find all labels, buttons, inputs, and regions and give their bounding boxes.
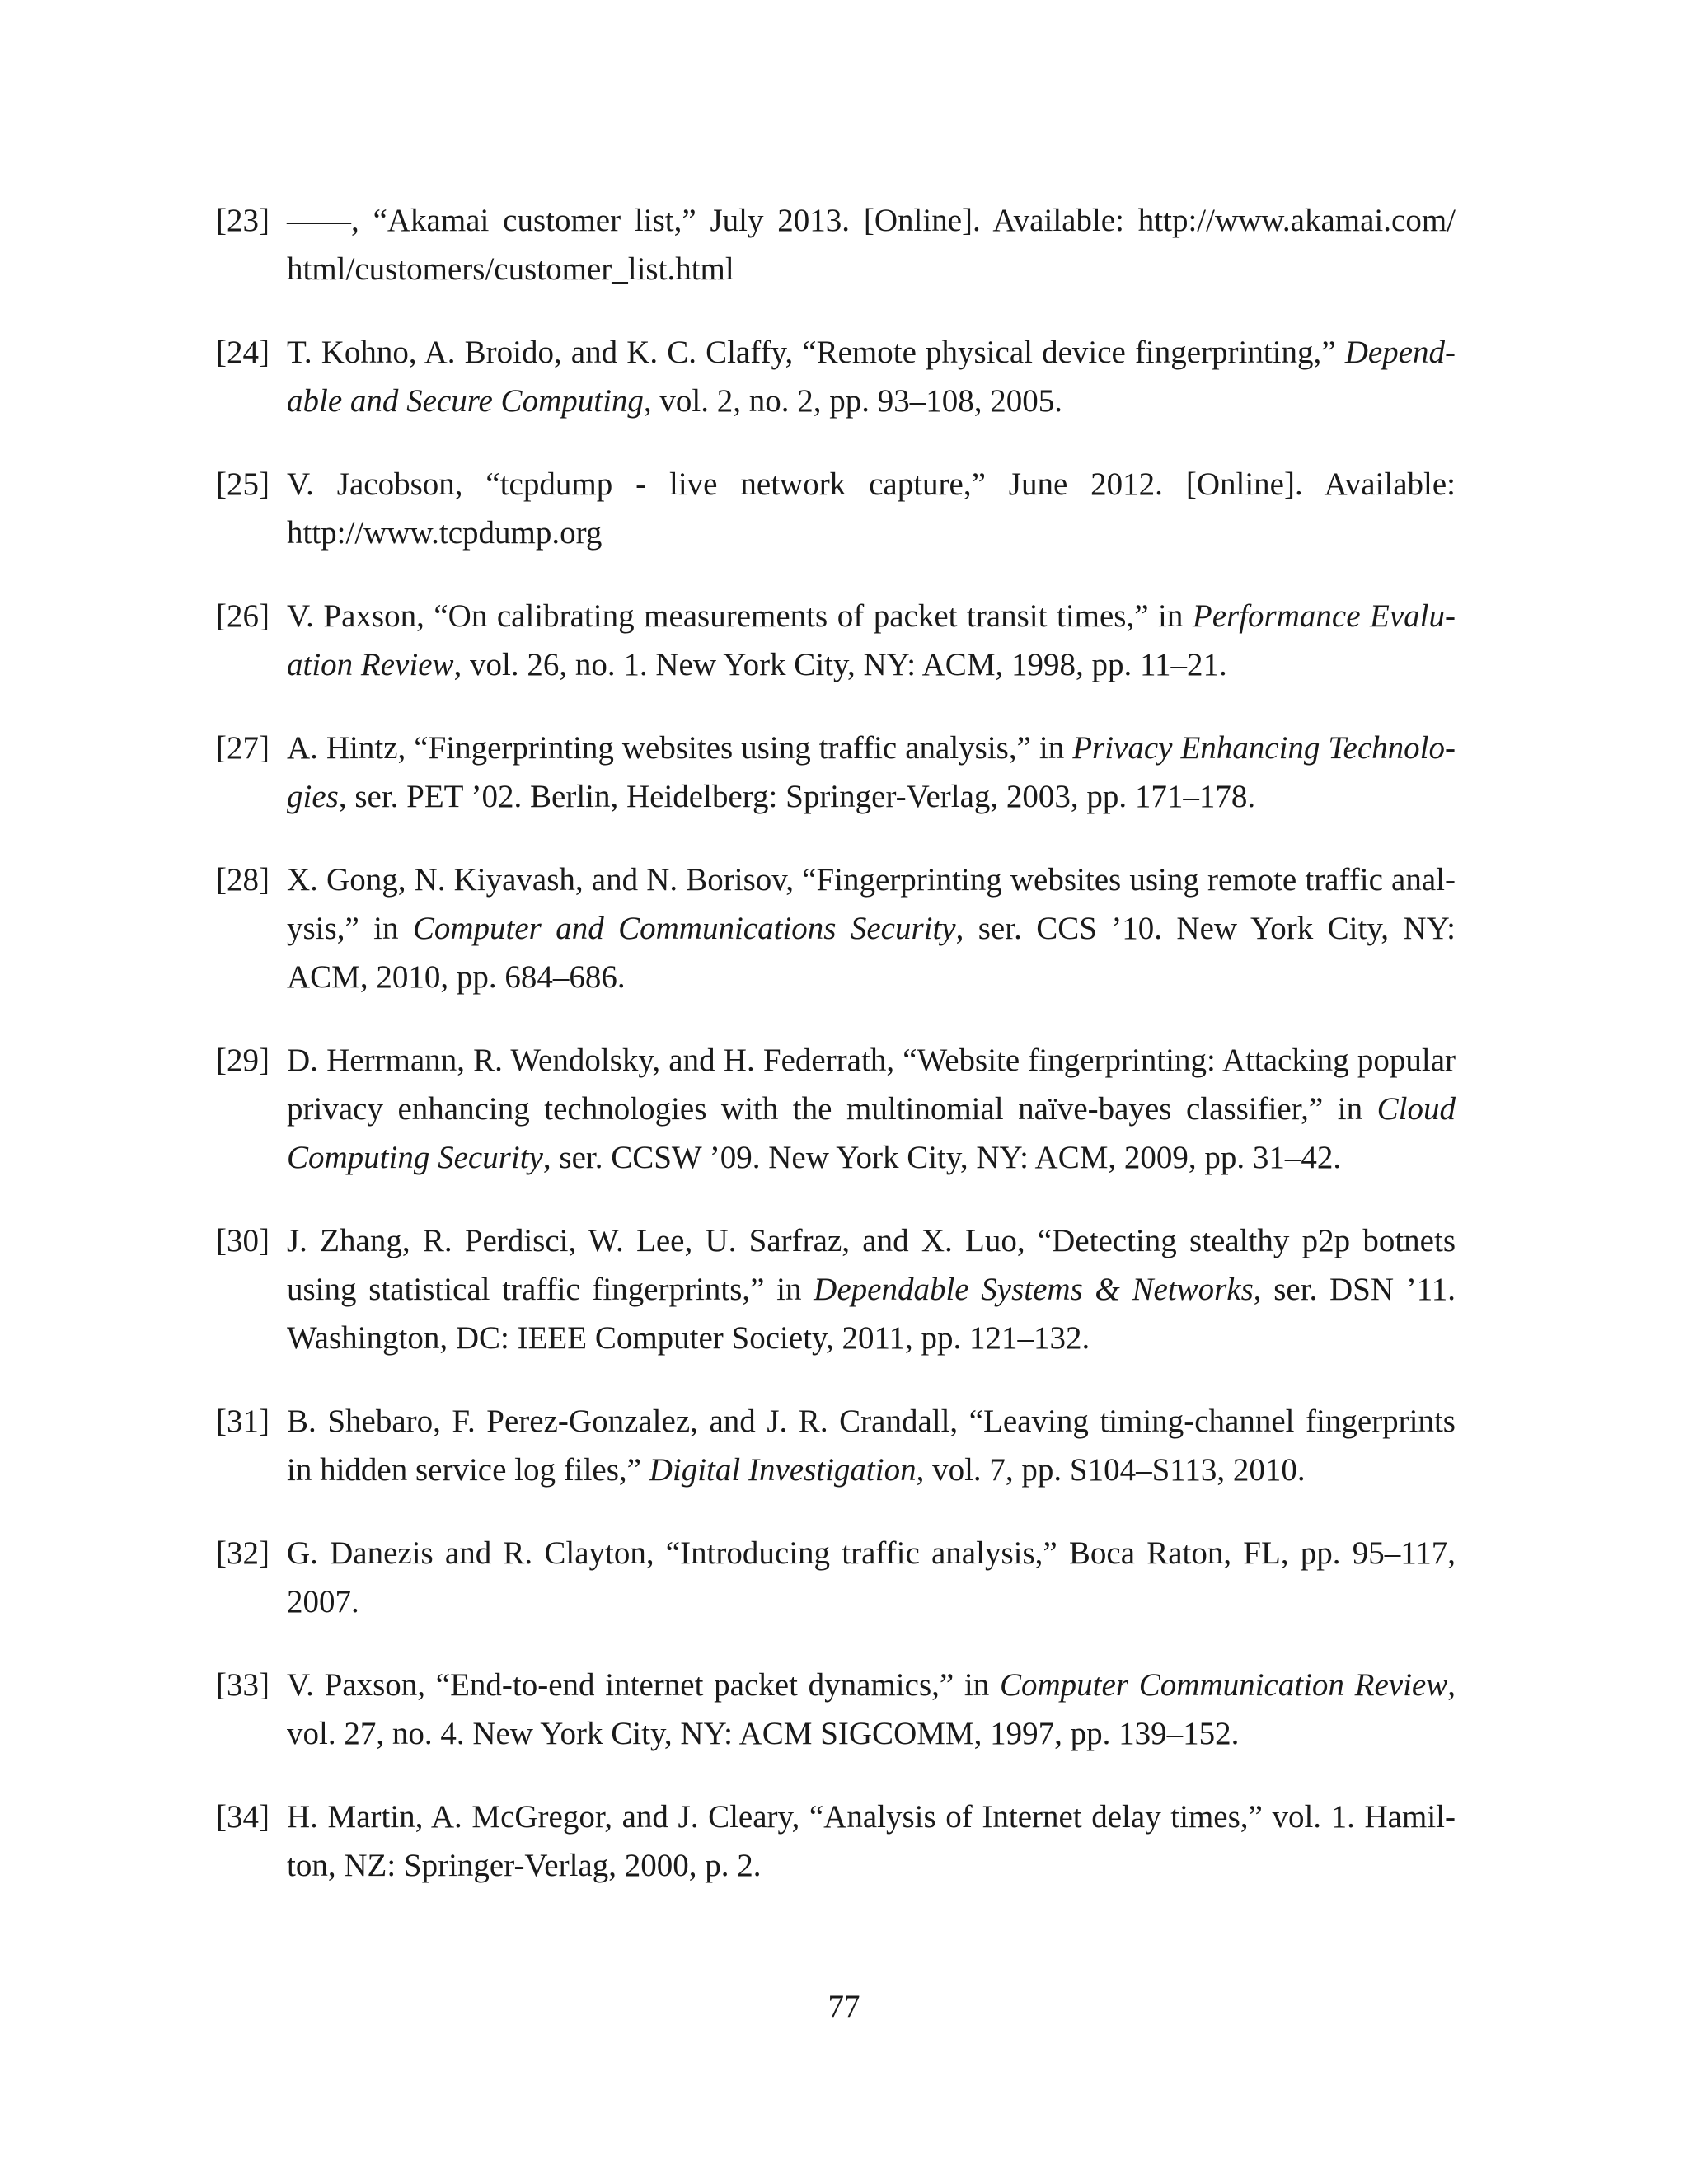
reference-number: [24] xyxy=(216,335,270,370)
reference-entry xyxy=(216,1036,1456,1182)
reference-venue: Performance Evaluation Review xyxy=(287,598,1456,682)
reference-entry xyxy=(216,1661,1456,1758)
reference-text xyxy=(287,1793,1456,1890)
reference-segment: T. Kohno, A. Broido, and K. C. Claffy, “Remote physical device fingerprinting,” xyxy=(287,335,1345,370)
reference-venue: Dependable and Secure Computing xyxy=(287,335,1456,419)
reference-text xyxy=(287,1036,1456,1182)
reference-text xyxy=(287,328,1456,425)
reference-venue: Digital Investigation xyxy=(649,1452,917,1488)
reference-segment: , vol. 7, pp. S104–S113, 2010. xyxy=(916,1452,1306,1488)
reference-segment: V. Paxson, “On calibrating measurements of packet transit times,” in xyxy=(287,598,1193,634)
reference-number: [25] xyxy=(216,466,270,502)
reference-venue: Computer Communication Review xyxy=(1000,1667,1448,1703)
reference-entry xyxy=(216,1529,1456,1626)
reference-segment: , ser. CCSW ’09. New York City, NY: ACM, 2009, pp. 31–42. xyxy=(542,1140,1342,1175)
reference-number: [29] xyxy=(216,1043,270,1078)
reference-segment: , vol. 26, no. 1. New York City, NY: ACM, 1998, pp. 11–21. xyxy=(453,647,1227,682)
reference-segment: A. Hintz, “Fingerprinting websites using traffic analysis,” in xyxy=(287,730,1073,766)
reference-text xyxy=(287,1397,1456,1494)
reference-number: [26] xyxy=(216,598,270,634)
reference-segment: D. Herrmann, R. Wendolsky, and H. Federrath, “Website fingerprinting: Attacking popular privacy enhancing technologies with the multinomial naïve-bayes classifier,” in xyxy=(287,1043,1456,1127)
reference-segment: , vol. 27, no. 4. New York City, NY: ACM SIGCOMM, 1997, pp. 139–152. xyxy=(287,1667,1456,1751)
reference-entry xyxy=(216,328,1456,425)
reference-entry xyxy=(216,1397,1456,1494)
reference-segment: B. Shebaro, F. Perez-Gonzalez, and J. R. Crandall, “Leaving timing-channel fingerprints in hidden service log files,” xyxy=(287,1404,1456,1488)
reference-text xyxy=(287,1529,1456,1626)
reference-text xyxy=(287,855,1456,1001)
reference-number: [34] xyxy=(216,1799,270,1835)
reference-venue: Privacy Enhancing Technologies xyxy=(287,730,1456,814)
reference-segment: , ser. PET ’02. Berlin, Heidelberg: Springer-Verlag, 2003, pp. 171–178. xyxy=(338,779,1256,814)
reference-text xyxy=(287,1661,1456,1758)
reference-number: [30] xyxy=(216,1223,270,1258)
reference-text xyxy=(287,724,1456,821)
reference-entry xyxy=(216,460,1456,557)
reference-segment: V. Jacobson, “tcpdump - live network capture,” June 2012. [Online]. Available: http://www.tcpdump.org xyxy=(287,466,1456,551)
reference-text xyxy=(287,196,1456,293)
reference-text xyxy=(287,1216,1456,1362)
reference-number: [32] xyxy=(216,1535,270,1571)
reference-venue: Cloud Computing Security xyxy=(287,1091,1456,1175)
reference-text xyxy=(287,592,1456,689)
reference-number: [27] xyxy=(216,730,270,766)
reference-entry xyxy=(216,724,1456,821)
reference-number: [28] xyxy=(216,862,270,898)
reference-list xyxy=(216,196,1456,1924)
reference-segment: , ser. DSN ’11. Washington, DC: IEEE Computer Society, 2011, pp. 121–132. xyxy=(287,1272,1456,1356)
reference-segment: J. Zhang, R. Perdisci, W. Lee, U. Sarfraz, and X. Luo, “Detecting stealthy p2p botnets using statistical traffic fingerprints,” in xyxy=(287,1223,1456,1307)
reference-number: [23] xyxy=(216,203,270,238)
reference-segment: ——, “Akamai customer list,” July 2013. [Online]. Available: http://www.akamai.com/ html/customers/customer_list.html xyxy=(287,203,1456,287)
reference-entry xyxy=(216,196,1456,293)
reference-segment: H. Martin, A. McGregor, and J. Cleary, “Analysis of Internet delay times,” vol. 1. Hamilton, NZ: Springer-Verlag, 2000, p. 2. xyxy=(287,1799,1456,1883)
reference-entry xyxy=(216,592,1456,689)
reference-segment: , ser. CCS ’10. New York City, NY: ACM, 2010, pp. 684–686. xyxy=(287,911,1456,995)
reference-number: [31] xyxy=(216,1404,270,1439)
reference-text xyxy=(287,460,1456,557)
reference-venue: Dependable Systems & Networks xyxy=(814,1272,1254,1307)
page-number: 77 xyxy=(828,1989,860,2024)
reference-entry xyxy=(216,1216,1456,1362)
reference-segment: G. Danezis and R. Clayton, “Introducing traffic analysis,” Boca Raton, FL, pp. 95–117, 2007. xyxy=(287,1535,1456,1619)
reference-entry xyxy=(216,855,1456,1001)
reference-entry xyxy=(216,1793,1456,1890)
reference-segment: , vol. 2, no. 2, pp. 93–108, 2005. xyxy=(643,383,1062,419)
reference-venue: Computer and Communications Security xyxy=(412,911,956,946)
reference-segment: X. Gong, N. Kiyavash, and N. Borisov, “Fingerprinting websites using remote traffic analysis,” in xyxy=(287,862,1456,946)
reference-number: [33] xyxy=(216,1667,270,1703)
reference-segment: V. Paxson, “End-to-end internet packet dynamics,” in xyxy=(287,1667,1000,1703)
